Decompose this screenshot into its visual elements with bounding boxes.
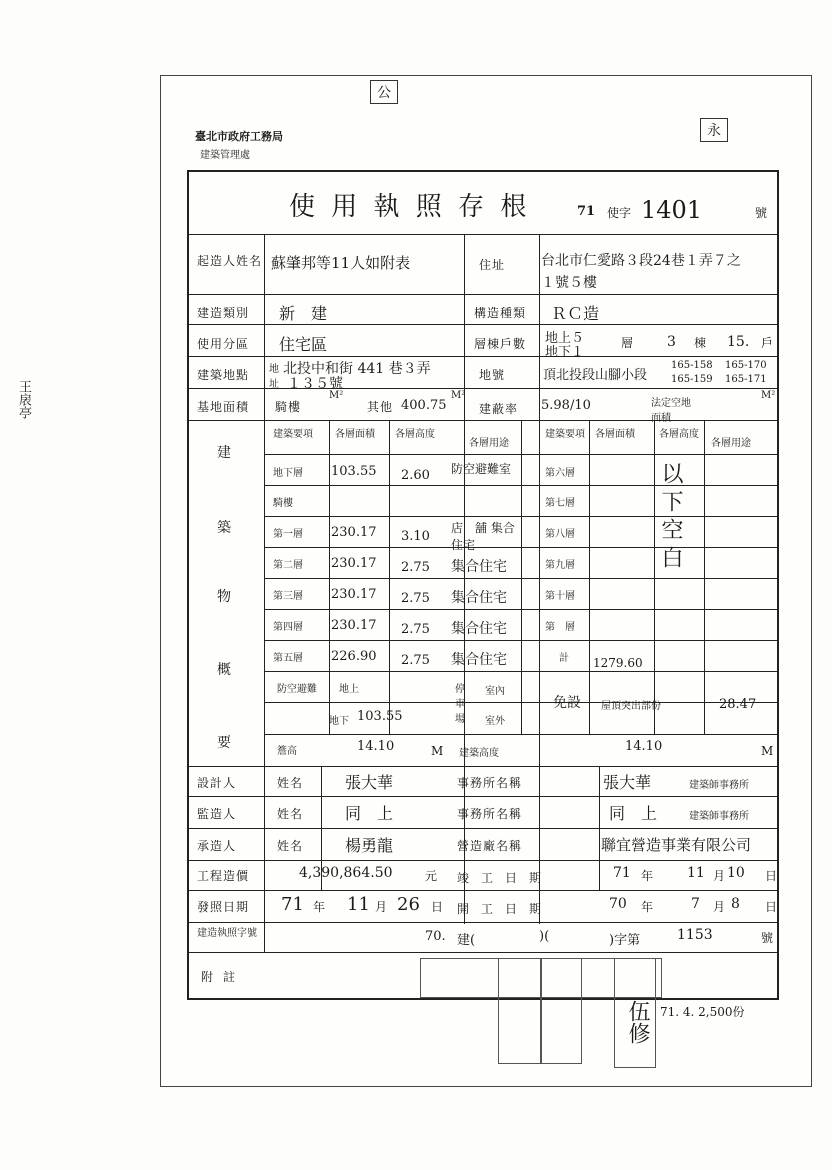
form-title: 使 用 執 照 存 根 [289, 192, 531, 222]
floor-name: 第一層 [273, 529, 303, 540]
year-char: 年 [641, 900, 654, 914]
license-number: 1401 [641, 196, 703, 224]
unit-m: M [761, 744, 774, 758]
office-line-2: 建築管理處 [200, 150, 250, 161]
structure-label: 構造種類 [474, 306, 527, 320]
header-area: 各層面積 [595, 429, 635, 440]
issue-year: 71 [281, 894, 304, 915]
cost-unit: 元 [425, 869, 438, 883]
coverage-label: 建蔽率 [479, 402, 519, 416]
parking-exempt: 免設 [553, 695, 581, 711]
floor-height: 2.75 [401, 560, 430, 575]
completion-month: 11 [687, 865, 705, 881]
contractor-firm: 聯宜營造事業有限公司 [601, 836, 752, 854]
license-prefix: 使字 [607, 206, 632, 220]
header-height: 各層高度 [395, 429, 435, 440]
area-label: 基地面積 [197, 400, 250, 414]
header-item: 建築要項 [273, 429, 313, 440]
shelter-below: 地下 [329, 716, 349, 727]
issue-day: 26 [397, 894, 420, 915]
year-char: 年 [313, 900, 326, 914]
side-label-char: 築 [217, 520, 231, 536]
roof-label: 屋頂突出部份 [601, 701, 661, 712]
start-year: 70 [609, 896, 627, 912]
unit-m2: M² [329, 390, 344, 401]
floor-name: 地下層 [273, 468, 303, 479]
floor-use: 集合住宅 [451, 652, 507, 668]
parking-outside: 室外 [485, 716, 505, 727]
issue-month: 11 [347, 894, 370, 915]
license-suffix: 號 [755, 206, 768, 220]
zone-value: 住宅區 [279, 335, 328, 354]
floor-name: 第六層 [545, 468, 575, 479]
unit-count: 15. [727, 334, 750, 350]
top-stamp: 公 [370, 80, 398, 104]
seal-text: 伍修 [625, 1000, 650, 1044]
completion-day: 10 [727, 865, 745, 881]
contractor-name: 楊勇龍 [345, 836, 394, 855]
office-suffix: 建築師事務所 [689, 780, 749, 791]
floor-area: 230.17 [331, 618, 377, 633]
name-label: 姓名 [277, 776, 304, 790]
supervisor-role: 監造人 [197, 807, 237, 821]
permit-label: 建造執照字號 [197, 928, 257, 939]
floor-area: 103.55 [331, 464, 377, 479]
contractor-role: 承造人 [197, 839, 237, 853]
zone-label: 使用分區 [197, 337, 250, 351]
lot-number: 165-171 [725, 374, 767, 385]
open-space-label: 法定空地面積 [651, 398, 691, 424]
license-year: 71 [577, 204, 596, 219]
side-label-char: 概 [217, 662, 231, 678]
start-day: 8 [731, 896, 740, 912]
permit-year: 70. [425, 929, 446, 944]
unit-label: 戶 [761, 336, 774, 350]
supervisor-office: 同 上 [609, 804, 658, 823]
day-char: 日 [431, 900, 444, 914]
name-label: 姓名 [277, 839, 304, 853]
floor-area: 230.17 [331, 556, 377, 571]
print-note: 71. 4. 2,500份 [660, 1005, 745, 1019]
header-area: 各層面積 [335, 429, 375, 440]
other-value: 400.75 [401, 398, 447, 413]
lot-number: 165-159 [671, 374, 713, 385]
floor-name: 第七層 [545, 498, 575, 509]
parking-label: 停車場 [455, 684, 465, 725]
month-char: 月 [713, 869, 726, 883]
floor-area: 230.17 [331, 525, 377, 540]
floor-height: 3.10 [401, 529, 430, 544]
floor-name: 第二層 [273, 560, 303, 571]
name-label: 姓名 [277, 807, 304, 821]
build-type-value: 新 建 [279, 304, 328, 323]
month-char: 月 [713, 900, 726, 914]
height-label: 建築高度 [459, 748, 499, 759]
seal-box [498, 958, 542, 1064]
unit-m: M [431, 744, 444, 758]
building-unit: 棟 [694, 336, 707, 350]
build-type-label: 建造類別 [197, 306, 250, 320]
floor-name: 第九層 [545, 560, 575, 571]
floor-name: 第 層 [545, 622, 575, 633]
floor-use: 防空避難室 [451, 462, 512, 476]
floor-height: 2.75 [401, 622, 430, 637]
builder-value: 蘇肇邦等11人如附表 [271, 254, 411, 272]
day-char: 日 [765, 900, 778, 914]
header-use: 各層用途 [711, 438, 751, 449]
floor-name: 騎樓 [273, 498, 293, 509]
shelter-label: 防空避難 [277, 684, 317, 695]
coverage-value: 5.98/10 [541, 398, 591, 413]
eave-label: 簷高 [277, 746, 297, 757]
floor-name: 第十層 [545, 591, 575, 602]
header-item: 建築要項 [545, 429, 585, 440]
floor-area: 230.17 [331, 587, 377, 602]
other-label: 其他 [367, 400, 394, 414]
builder-label: 起造人姓名 [197, 254, 263, 268]
floor-height: 2.60 [401, 468, 430, 483]
floor-height: 2.75 [401, 591, 430, 606]
seal-box [540, 958, 582, 1064]
lot-value: 頂北投段山腳小段 [543, 368, 648, 383]
right-stamp: 永 [700, 118, 728, 142]
total-area: 1279.60 [593, 656, 643, 670]
floor-use: 店 舖 集合住宅 [451, 521, 515, 552]
unit-m2: M² [761, 390, 776, 401]
header-height: 各層高度 [659, 429, 699, 440]
month-char: 月 [375, 900, 388, 914]
permit-text: 建( [457, 933, 476, 948]
side-label-char: 建 [217, 445, 231, 461]
floor-use: 集合住宅 [451, 621, 507, 637]
start-label: 開工日期 [457, 902, 554, 916]
completion-year: 71 [613, 865, 631, 881]
floor-use: 集合住宅 [451, 590, 507, 606]
address-label: 住址 [479, 258, 506, 272]
floors-below: 地下１ [545, 345, 585, 360]
issue-label: 發照日期 [197, 900, 250, 914]
total-label: 計 [559, 653, 569, 664]
building-count: 3 [667, 334, 676, 350]
lot-label: 地號 [479, 368, 506, 382]
site-address-label: 地址 [269, 364, 279, 390]
floor-area: 226.90 [331, 649, 377, 664]
site-address-line-1: 北投中和街 441 巷３弄 [283, 361, 431, 377]
header-use: 各層用途 [469, 438, 509, 449]
permit-number: 1153 [677, 927, 713, 943]
permit-suffix: 號 [761, 931, 774, 945]
designer-name: 張大華 [345, 773, 394, 792]
cost-value: 4,390,864.50 [299, 865, 393, 881]
structure-value: ＲＣ造 [551, 304, 600, 323]
address-line-1: 台北市仁愛路３段24巷１弄７之 [541, 253, 741, 269]
office-line-1: 臺北市政府工務局 [195, 130, 283, 143]
shelter-above: 地上 [339, 684, 359, 695]
floor-name: 第五層 [273, 653, 303, 664]
parking-inside: 室內 [485, 686, 505, 697]
blank-mark: 以下空白 [658, 462, 683, 574]
lot-number: 165-170 [725, 360, 767, 371]
side-label-char: 物 [217, 589, 231, 605]
arcade-label: 騎樓 [275, 400, 302, 414]
firm-label: 營造廠名稱 [457, 839, 523, 853]
office-suffix: 建築師事務所 [689, 811, 749, 822]
supervisor-name: 同 上 [345, 804, 394, 823]
floors-above: 地上５ [545, 331, 585, 346]
start-month: 7 [691, 896, 700, 912]
side-label-char: 要 [217, 735, 231, 751]
site-label: 建築地點 [197, 368, 250, 382]
designer-role: 設計人 [197, 776, 237, 790]
unit-m2: M² [451, 390, 466, 401]
office-label: 事務所名稱 [457, 776, 523, 790]
shelter-below-value: 103.55 [357, 709, 403, 724]
floor-unit: 層 [621, 336, 634, 350]
license-form [187, 170, 779, 1000]
margin-note: 王扆亭 [16, 380, 31, 419]
completion-label: 竣工日期 [457, 871, 554, 885]
permit-text: )字第 [609, 933, 641, 948]
notes-label: 附註 [201, 970, 246, 984]
day-char: 日 [765, 869, 778, 883]
lot-number: 165-158 [671, 360, 713, 371]
address-line-2: １號５樓 [541, 275, 597, 291]
floor-name: 第四層 [273, 622, 303, 633]
floor-height: 2.75 [401, 653, 430, 668]
floor-name: 第三層 [273, 591, 303, 602]
floors-label: 層棟戶數 [474, 337, 527, 351]
roof-value: 28.47 [719, 697, 757, 712]
office-label: 事務所名稱 [457, 807, 523, 821]
site-address-line-2: １３５號 [287, 376, 343, 392]
year-char: 年 [641, 869, 654, 883]
permit-text: )( [539, 929, 550, 944]
cost-label: 工程造價 [197, 869, 250, 883]
eave-value: 14.10 [357, 739, 395, 754]
designer-office: 張大華 [603, 773, 652, 792]
floor-use: 集合住宅 [451, 559, 507, 575]
height-value: 14.10 [625, 739, 663, 754]
floor-name: 第八層 [545, 529, 575, 540]
